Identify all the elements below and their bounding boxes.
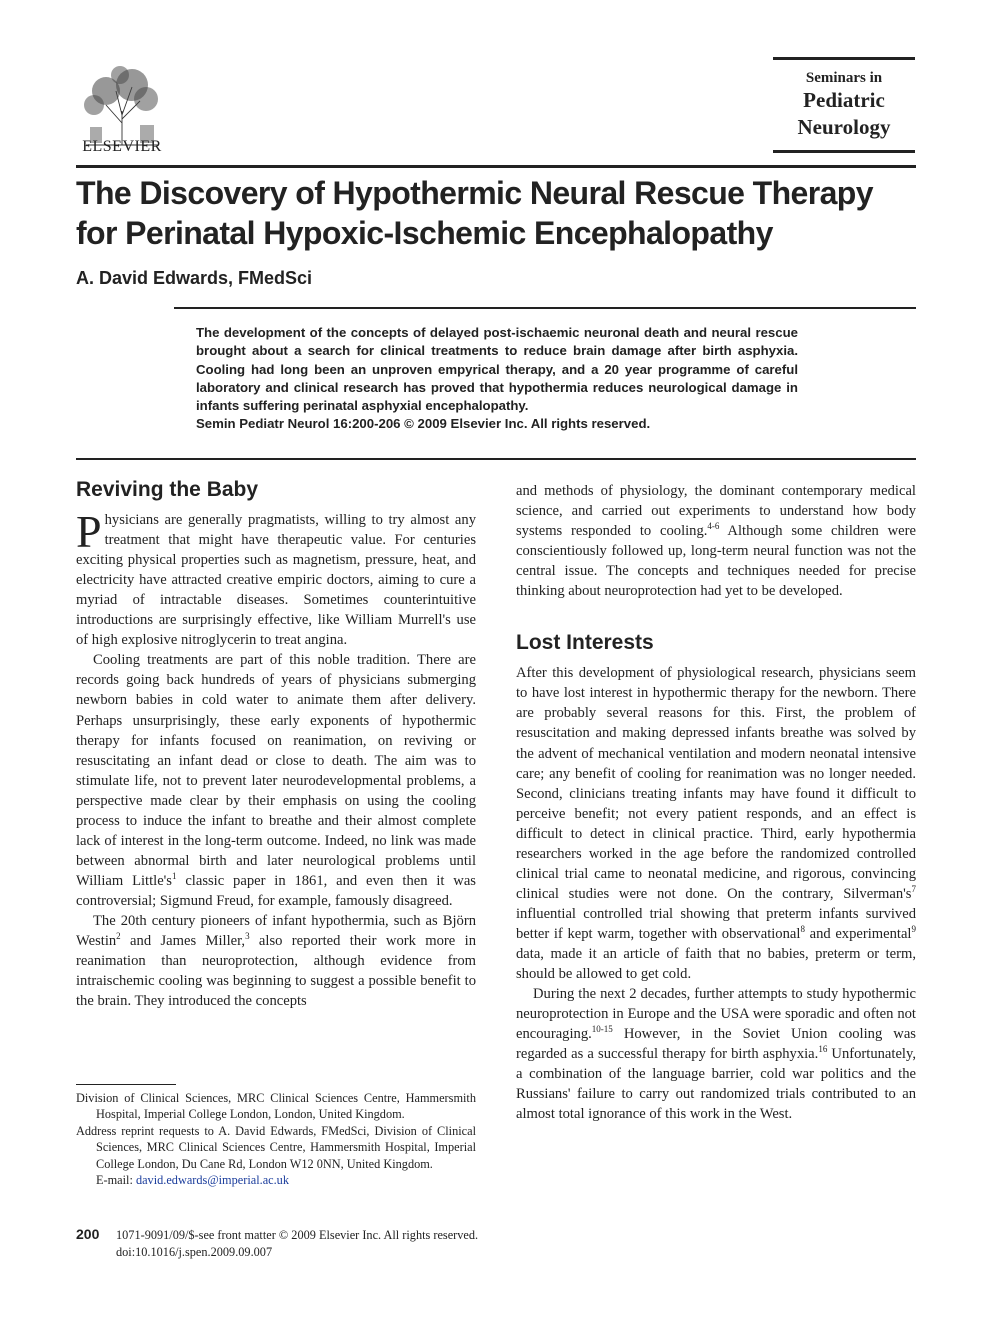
article-author: A. David Edwards, FMedSci	[76, 268, 313, 288]
journal-line-3: Neurology	[797, 115, 891, 139]
reprint-text: Address reprint requests to A. David Edwards, FMedSci, Division of Clinical Sciences, MRC Clinical Sciences Centre, Hammersmith Hospital, Imperial College London, Du Cane Rd, London W12 0NN, United Kingdom.	[76, 1123, 476, 1171]
paragraph-text: However, in the Soviet Union cooling was regarded as a successful therapy for birth asphyxia.	[516, 1026, 916, 1063]
doi-line: doi:10.1016/j.spen.2009.09.007	[116, 1245, 273, 1259]
page-number: 200	[76, 1226, 100, 1242]
journal-line-1: Seminars in	[805, 70, 883, 86]
ref-link[interactable]: 16	[818, 1044, 828, 1055]
body-rule	[76, 458, 916, 460]
ref-link[interactable]: 2	[116, 931, 121, 942]
reprint-note	[76, 1123, 476, 1189]
paragraph	[516, 984, 916, 1124]
paragraph-text: hysicians are generally pragmatists, willing to try almost any treatment that might have therapeutic value. For centuries exciting physical properties such as magnetism, pressure, heat, and electricity have attracted creative empiric doctors, aiming to cure a myriad of intractable diseases. Sometimes counterintuitive introductions are surprisingly effective, like William Murrell's use of high explosive nitroglycerin to treat angina.	[76, 512, 476, 649]
paragraph-text: influential controlled trial showing that preterm infants survived better if kept warm, together with observational	[516, 905, 916, 942]
paragraph-text: and experimental	[804, 925, 912, 942]
left-column	[76, 480, 476, 1011]
abstract-text: The development of the concepts of delayed post-ischaemic neuronal death and neural rescue brought about a search for clinical treatments to reduce brain damage after birth asphyxia. Cooling had long been an unproven empyrical therapy, and a 20 year programme of careful laboratory and clinical research has proved that hypothermia reduces neurological damage in infants suffering perinatal asphyxial encephalopathy.	[196, 325, 798, 414]
right-column	[516, 481, 916, 1124]
citation-line: Semin Pediatr Neurol 16:200-206 © 2009 Elsevier Inc. All rights reserved.	[196, 416, 651, 431]
ref-link[interactable]: 7	[911, 883, 916, 894]
abstract-rule	[174, 307, 916, 309]
section-heading-reviving: Reviving the Baby	[76, 478, 259, 501]
drop-cap: P	[76, 506, 102, 558]
paragraph-text: classic paper in 1861, and even then it was controversial; Sigmund Freud, for example, famously disagreed.	[76, 872, 476, 909]
header-rule	[76, 165, 916, 168]
ref-link[interactable]: 3	[245, 931, 250, 942]
paragraph-text: also reported their work more in reanimation than neuroprotection, although evidence from intraischemic cooling was beginning to suggest a possible benefit to the brain. They introduced the concepts	[76, 933, 476, 1010]
ref-link[interactable]: 1	[171, 870, 177, 881]
paragraph	[516, 481, 916, 601]
footnote-rule	[76, 1084, 176, 1085]
paragraph-text: After this development of physiological research, physicians seem to have lost interest in hypothermic therapy for the newborn. There are probably several reasons for this. First, the problem of resuscitation and making depressed infants breathe was solved by the advent of mechanical ventilation and modern neonatal intensive care; any benefit of cooling for reanimation was no longer needed. Second, clinicians treating infants may have found it difficult to perceive benefit; not every patient responds, and an effect is difficult to detect in clinical practice. Third, early hypothermia researchers worked in the age before the randomized controlled clinical trial came to neonatal medicine, and rigorous, convincing clinical studies were not done. On the contrary, Silverman's	[516, 665, 916, 902]
section-heading-lost-interests: Lost Interests	[516, 631, 654, 655]
paragraph-text: The 20th century pioneers of infant hypothermia, such as Björn Westin	[76, 912, 476, 950]
paragraph-text: Although some children were conscientiously followed up, long-term neural function was not the central issue. The concepts and techniques needed for precise thinking about neuroprotection had yet to be developed.	[516, 523, 916, 600]
paragraph	[516, 663, 916, 984]
journal-line-2: Pediatric	[803, 88, 885, 112]
email-label: E-mail:	[96, 1173, 136, 1188]
paragraph-text: and methods of physiology, the dominant contemporary medical science, and carried out experiments to understand how body systems responded to cooling.	[516, 483, 916, 540]
email-link[interactable]: david.edwards@imperial.ac.uk	[135, 1173, 289, 1188]
paragraph-text: data, made it an article of faith that no babies, preterm or term, should be allowed to get cold.	[516, 945, 916, 983]
affiliation-note: Division of Clinical Sciences, MRC Clinical Sciences Centre, Hammersmith Hospital, Imperial College London, London, United Kingdom.	[76, 1091, 476, 1122]
front-matter	[116, 1227, 478, 1261]
paragraph-text: Cooling treatments are part of this noble tradition. There are records going back hundreds of years of physicians submerging newborn babies in cold water to animate them after delivery. Perhaps unsurprisingly, these early exponents of hypothermic therapy for infants focused on reanimation, on reviving or resuscitating an infant dead or close to death. The aim was to stimulate life, not to prevent later neurodevelopmental problems, a perspective made clear by their emphasis on using the cooling process to induce the infant to breathe and their almost complete lack of interest in the long-term outcome. Indeed, no link was made between abnormal birth and later neurological problems until William Little's	[76, 652, 476, 889]
paragraph-text: Unfortunately, a combination of the language barrier, cold war politics and the Russians' failure to carry out randomized trials contributed to an almost total ignorance of this work in the West.	[516, 1046, 916, 1123]
footnotes	[76, 1090, 476, 1188]
paragraph	[76, 506, 476, 650]
paragraph-text: During the next 2 decades, further attempts to study hypothermic neuroprotection in Europe and the USA were sporadic and often not encouraging.	[516, 986, 916, 1043]
front-matter-line: 1071-9091/09/$-see front matter © 2009 Elsevier Inc. All rights reserved.	[116, 1228, 479, 1242]
paragraph	[76, 650, 476, 911]
paragraph-text: and James Miller,	[120, 933, 246, 950]
ref-link[interactable]: 9	[911, 923, 916, 934]
ref-link[interactable]: 8	[800, 923, 805, 934]
publisher-name: ELSEVIER	[82, 138, 162, 155]
article-title: The Discovery of Hypothermic Neural Rescue Therapy for Perinatal Hypoxic-Ischemic Encephalopathy	[76, 175, 873, 251]
ref-link[interactable]: 10-15	[591, 1024, 613, 1035]
paragraph	[76, 911, 476, 1011]
journal-badge	[773, 57, 915, 153]
ref-link[interactable]: 4-6	[707, 521, 720, 532]
